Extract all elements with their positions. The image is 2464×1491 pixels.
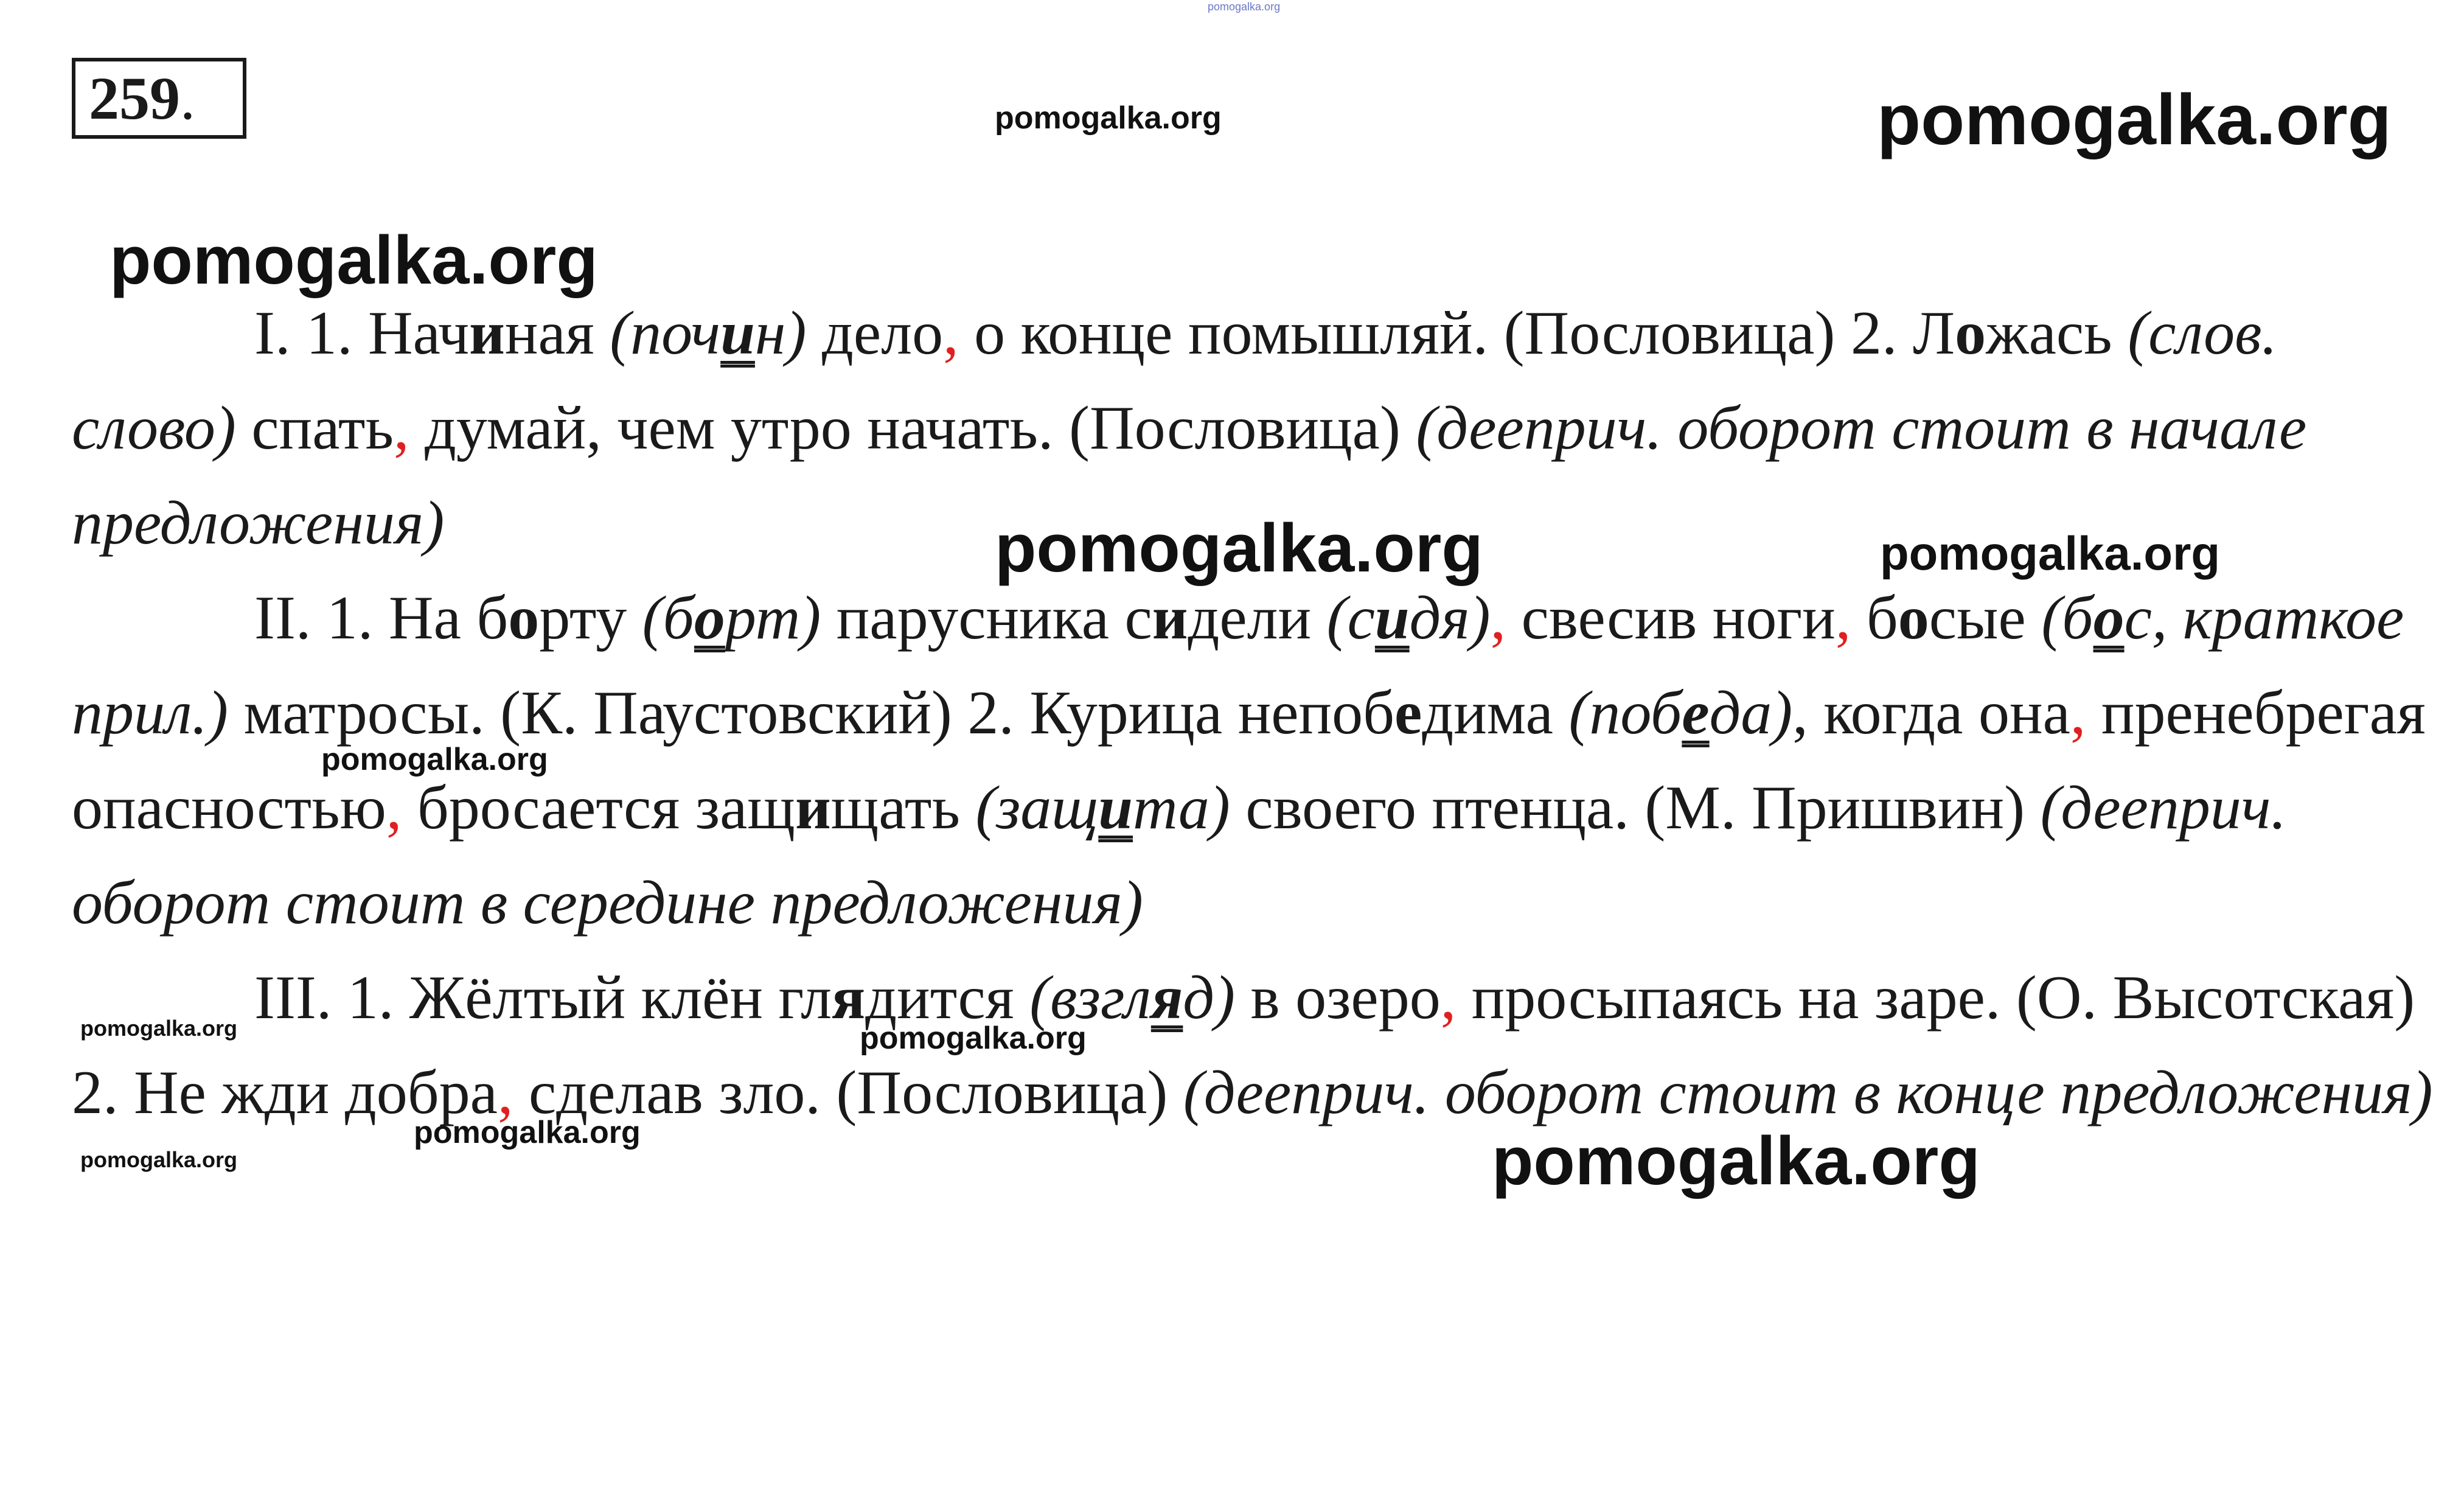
exercise-number-dot: . (180, 65, 195, 132)
watermark: pomogalka.org (80, 1147, 238, 1172)
comma-highlight: , (394, 394, 409, 463)
watermark: pomogalka.org (995, 100, 1222, 136)
grammar-note: (дееприч. оборот стоит в конце предложения) (1183, 1058, 2433, 1127)
comma-highlight: , (497, 1058, 513, 1127)
comma-highlight: , (1835, 584, 1851, 652)
watermark: pomogalka.org (1492, 1123, 1980, 1199)
watermark: pomogalka.org (80, 1016, 238, 1041)
exercise-number-box (72, 58, 246, 139)
watermark: pomogalka.org (860, 1021, 1087, 1056)
exercise-number: 259 (89, 65, 180, 132)
comma-highlight: , (1440, 963, 1456, 1032)
watermark: pomogalka.org (414, 1115, 641, 1150)
exercise-text (72, 286, 2457, 1140)
hint: (защита) (975, 773, 1230, 842)
grammar-note: (дееприч. оборот стоит в середине предложения) (72, 773, 2287, 937)
comma-highlight: , (2070, 679, 2086, 747)
grammar-note: (дееприч. оборот стоит в начале предложения) (72, 394, 2307, 557)
watermark: pomogalka.org (1877, 80, 2392, 160)
hint: (слов. слово) (72, 299, 2277, 463)
watermark: pomogalka.org (321, 742, 548, 777)
paragraph-3: III. 1. Жёлтый клён глядится (взгляд) в озеро, просыпаясь на заре. (О. Высотская) 2. Не жди добра, сделав зло. (Пословица) (дееприч. оборот стоит в конце предложения) (72, 963, 2433, 1127)
paragraph-1: I. 1. Начиная (почин) дело, о конце помышляй. (Пословица) 2. Ложась (слов. слово) спать, думай, чем утро начать. (Пословица) (дееприч. оборот стоит в начале предложения) (72, 299, 2307, 557)
paragraph-2: II. 1. На борту (борт) парусника сидели (сидя), свесив ноги, босые (бос, краткое прил.) матросы. (К. Паустовский) 2. Курица непобедима (победа), когда она, пренебрегая опасностью, бросается защищать (защита) своего птенца. (М. Пришвин) (дееприч. оборот стоит в середине предложения) (72, 584, 2426, 937)
watermark-tiny: pomogalka.org (1208, 1, 1281, 13)
hint: (взгляд) (1029, 963, 1235, 1032)
comma-highlight: , (386, 773, 402, 842)
comma-highlight: , (943, 299, 959, 368)
watermark: pomogalka.org (995, 510, 1483, 586)
comma-highlight: , (1490, 584, 1506, 652)
hint: (сидя) (1326, 584, 1491, 652)
watermark: pomogalka.org (110, 222, 598, 298)
hint: (почин) (610, 299, 807, 368)
watermark: pomogalka.org (1880, 526, 2221, 580)
hint: (бос, краткое прил.) (72, 584, 2404, 747)
hint: (победа) (1568, 679, 1793, 747)
hint: (борт) (642, 584, 821, 652)
